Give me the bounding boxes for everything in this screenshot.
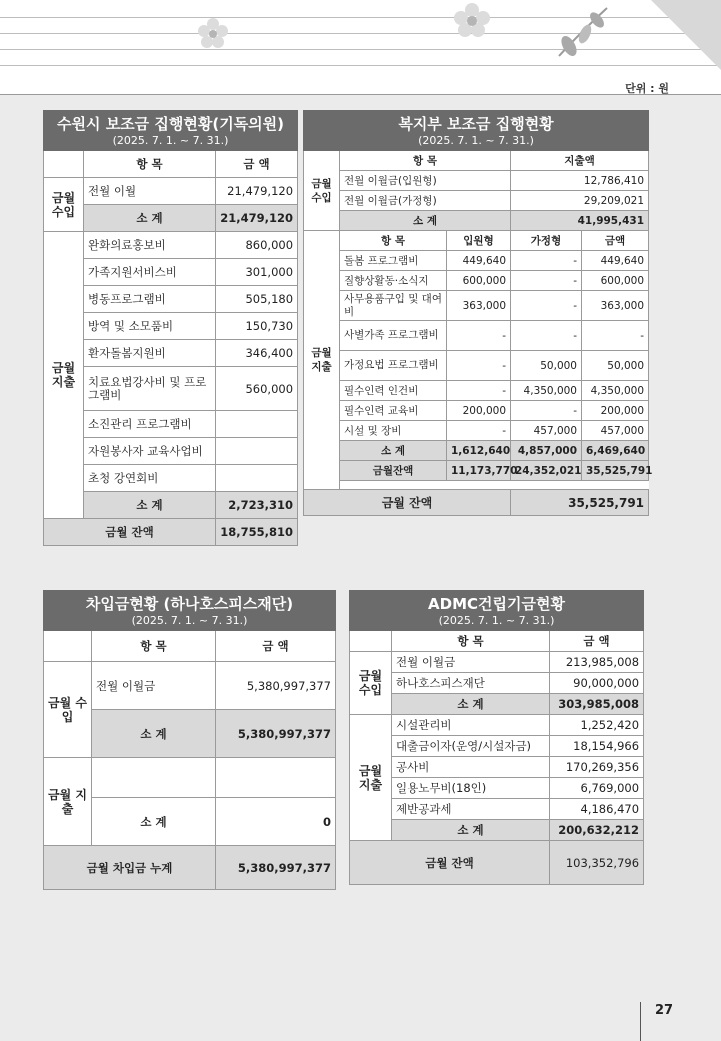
row-amount: 449,640: [447, 251, 511, 271]
column-header: 금액: [582, 231, 649, 251]
page-header: [0, 0, 721, 95]
unit-label: 단위 : 원: [625, 82, 669, 95]
row-item: 제반공과세: [392, 799, 550, 820]
flower-icon: [197, 17, 229, 49]
row-item: 치료요법강사비 및 프로그램비: [84, 367, 216, 411]
income-label: 금월 수입: [44, 178, 84, 232]
row-amount: -: [511, 271, 582, 291]
row-item: 시설 및 장비: [340, 421, 447, 441]
row-amount: 170,269,356: [550, 757, 644, 778]
row-amount: -: [447, 421, 511, 441]
row-amount: -: [447, 381, 511, 401]
row-item: 돌봄 프로그램비: [340, 251, 447, 271]
header-rule: [0, 94, 721, 95]
subtotal-amount: 6,469,640: [582, 441, 649, 461]
month-balance-amount: 11,173,770: [447, 461, 511, 481]
row-amount: 860,000: [216, 232, 298, 259]
row-item: 소진관리 프로그램비: [84, 411, 216, 438]
column-header: 지출액: [511, 151, 649, 171]
expense-label: 금월 지출: [304, 231, 340, 490]
subtotal-amount: 4,857,000: [511, 441, 582, 461]
expense-label: 금월 지출: [44, 758, 92, 846]
subtotal-label: 소 계: [92, 798, 216, 846]
loan-total-amount: 5,380,997,377: [216, 846, 336, 890]
row-amount: 346,400: [216, 340, 298, 367]
subtotal-label: 소 계: [84, 492, 216, 519]
row-amount: 200,000: [582, 401, 649, 421]
row-amount: -: [447, 321, 511, 351]
subtotal-label: 소 계: [84, 205, 216, 232]
row-item: 방역 및 소모품비: [84, 313, 216, 340]
column-header: 금 액: [550, 631, 644, 652]
table-title: 수원시 보조금 집행현황(기독의원) (2025. 7. 1. ~ 7. 31.): [44, 111, 298, 151]
column-header: 항 목: [84, 151, 216, 178]
subtotal-amount: 0: [216, 798, 336, 846]
header-rule: [0, 33, 721, 34]
suwon-subsidy-table: [43, 110, 298, 546]
balance-amount: 35,525,791: [511, 490, 649, 516]
column-header: 금 액: [216, 631, 336, 662]
subtotal-amount: 303,985,008: [550, 694, 644, 715]
row-item: 전월 이월금: [392, 652, 550, 673]
column-header: 가정형: [511, 231, 582, 251]
column-header: 항 목: [392, 631, 550, 652]
header-rule: [0, 65, 721, 66]
row-amount: 363,000: [447, 291, 511, 321]
row-amount: [216, 465, 298, 492]
row-amount: 600,000: [582, 271, 649, 291]
row-amount: 363,000: [582, 291, 649, 321]
row-amount: 449,640: [582, 251, 649, 271]
row-amount: 600,000: [447, 271, 511, 291]
balance-label: 금월 잔액: [304, 490, 511, 516]
column-header: 금 액: [216, 151, 298, 178]
row-item: 사별가족 프로그램비: [340, 321, 447, 351]
row-item: 시설관리비: [392, 715, 550, 736]
subtotal-amount: 1,612,640: [447, 441, 511, 461]
balance-label: 금월 잔액: [44, 519, 216, 546]
row-amount: 4,350,000: [511, 381, 582, 401]
leaf-branch-icon: [555, 4, 611, 60]
column-header: 항 목: [340, 231, 447, 251]
row-amount: 29,209,021: [511, 191, 649, 211]
balance-label: 금월 잔액: [350, 841, 550, 885]
row-amount: 4,350,000: [582, 381, 649, 401]
row-item: 사무용품구입 및 대여비: [340, 291, 447, 321]
column-header: 항 목: [340, 151, 511, 171]
row-amount: 560,000: [216, 367, 298, 411]
row-amount: 50,000: [582, 351, 649, 381]
subtotal-amount: 21,479,120: [216, 205, 298, 232]
balance-amount: 103,352,796: [550, 841, 644, 885]
loan-status-table: [43, 590, 336, 890]
table-title: 복지부 보조금 집행현황 (2025. 7. 1. ~ 7. 31.): [304, 111, 649, 151]
row-amount: 6,769,000: [550, 778, 644, 799]
row-item: 환자돌봄지원비: [84, 340, 216, 367]
month-balance-amount: 35,525,791: [582, 461, 649, 481]
subtotal-label: 소 계: [340, 441, 447, 461]
table-title: 차입금현황 (하나호스피스재단) (2025. 7. 1. ~ 7. 31.): [44, 591, 336, 631]
balance-amount: 18,755,810: [216, 519, 298, 546]
subtotal-amount: 41,995,431: [511, 211, 649, 231]
header-rule: [0, 17, 721, 18]
row-item: 완화의료홍보비: [84, 232, 216, 259]
page-number: 27: [655, 1003, 674, 1018]
row-item: 전월 이월금: [92, 662, 216, 710]
subtotal-label: 소 계: [392, 820, 550, 841]
row-item: 필수인력 인건비: [340, 381, 447, 401]
income-label: 금월 수입: [44, 662, 92, 758]
row-amount: 50,000: [511, 351, 582, 381]
month-balance-amount: 24,352,021: [511, 461, 582, 481]
row-amount: 200,000: [447, 401, 511, 421]
row-item: 가족지원서비스비: [84, 259, 216, 286]
row-amount: -: [511, 251, 582, 271]
page-number-divider: [640, 1002, 641, 1041]
row-item: 전월 이월금(가정형): [340, 191, 511, 211]
column-header: 입원형: [447, 231, 511, 251]
row-amount: 301,000: [216, 259, 298, 286]
month-balance-label: 금월잔액: [340, 461, 447, 481]
row-amount: 505,180: [216, 286, 298, 313]
table-title: ADMC건립기금현황 (2025. 7. 1. ~ 7. 31.): [350, 591, 644, 631]
welfare-subsidy-table: [303, 110, 653, 516]
row-amount: 90,000,000: [550, 673, 644, 694]
row-item: 하나호스피스재단: [392, 673, 550, 694]
row-amount: 457,000: [511, 421, 582, 441]
row-amount: 5,380,997,377: [216, 662, 336, 710]
row-item: 자원봉사자 교육사업비: [84, 438, 216, 465]
row-amount: 21,479,120: [216, 178, 298, 205]
row-amount: [216, 438, 298, 465]
row-item: 대출금이자(운영/시설자금): [392, 736, 550, 757]
income-label: 금월 수입: [350, 652, 392, 715]
flower-icon: [452, 2, 492, 38]
row-item: 공사비: [392, 757, 550, 778]
row-item: 가정요법 프로그램비: [340, 351, 447, 381]
column-header: 항 목: [92, 631, 216, 662]
subtotal-amount: 5,380,997,377: [216, 710, 336, 758]
row-amount: 457,000: [582, 421, 649, 441]
subtotal-label: 소 계: [92, 710, 216, 758]
subtotal-amount: 2,723,310: [216, 492, 298, 519]
expense-label: 금월 지출: [350, 715, 392, 841]
income-label: 금월 수입: [304, 151, 340, 231]
row-item: 질향상활동·소식지: [340, 271, 447, 291]
row-item: 일용노무비(18인): [392, 778, 550, 799]
loan-total-label: 금월 차입금 누계: [44, 846, 216, 890]
page-fold-corner: [651, 0, 721, 70]
expense-label: 금월 지출: [44, 232, 84, 519]
header-rule: [0, 49, 721, 50]
row-amount: [216, 411, 298, 438]
subtotal-label: 소 계: [340, 211, 511, 231]
row-amount: 150,730: [216, 313, 298, 340]
subtotal-label: 소 계: [392, 694, 550, 715]
row-item: 전월 이월: [84, 178, 216, 205]
admc-fund-table: [349, 590, 644, 885]
row-amount: -: [447, 351, 511, 381]
row-amount: 12,786,410: [511, 171, 649, 191]
row-amount: -: [511, 291, 582, 321]
row-amount: 213,985,008: [550, 652, 644, 673]
row-amount: 18,154,966: [550, 736, 644, 757]
subtotal-amount: 200,632,212: [550, 820, 644, 841]
row-item: 전월 이월금(입원형): [340, 171, 511, 191]
row-amount: 1,252,420: [550, 715, 644, 736]
row-item: 병동프로그램비: [84, 286, 216, 313]
row-amount: 4,186,470: [550, 799, 644, 820]
row-item: 초청 강연회비: [84, 465, 216, 492]
row-item: 필수인력 교육비: [340, 401, 447, 421]
row-amount: -: [582, 321, 649, 351]
row-amount: -: [511, 321, 582, 351]
row-amount: -: [511, 401, 582, 421]
